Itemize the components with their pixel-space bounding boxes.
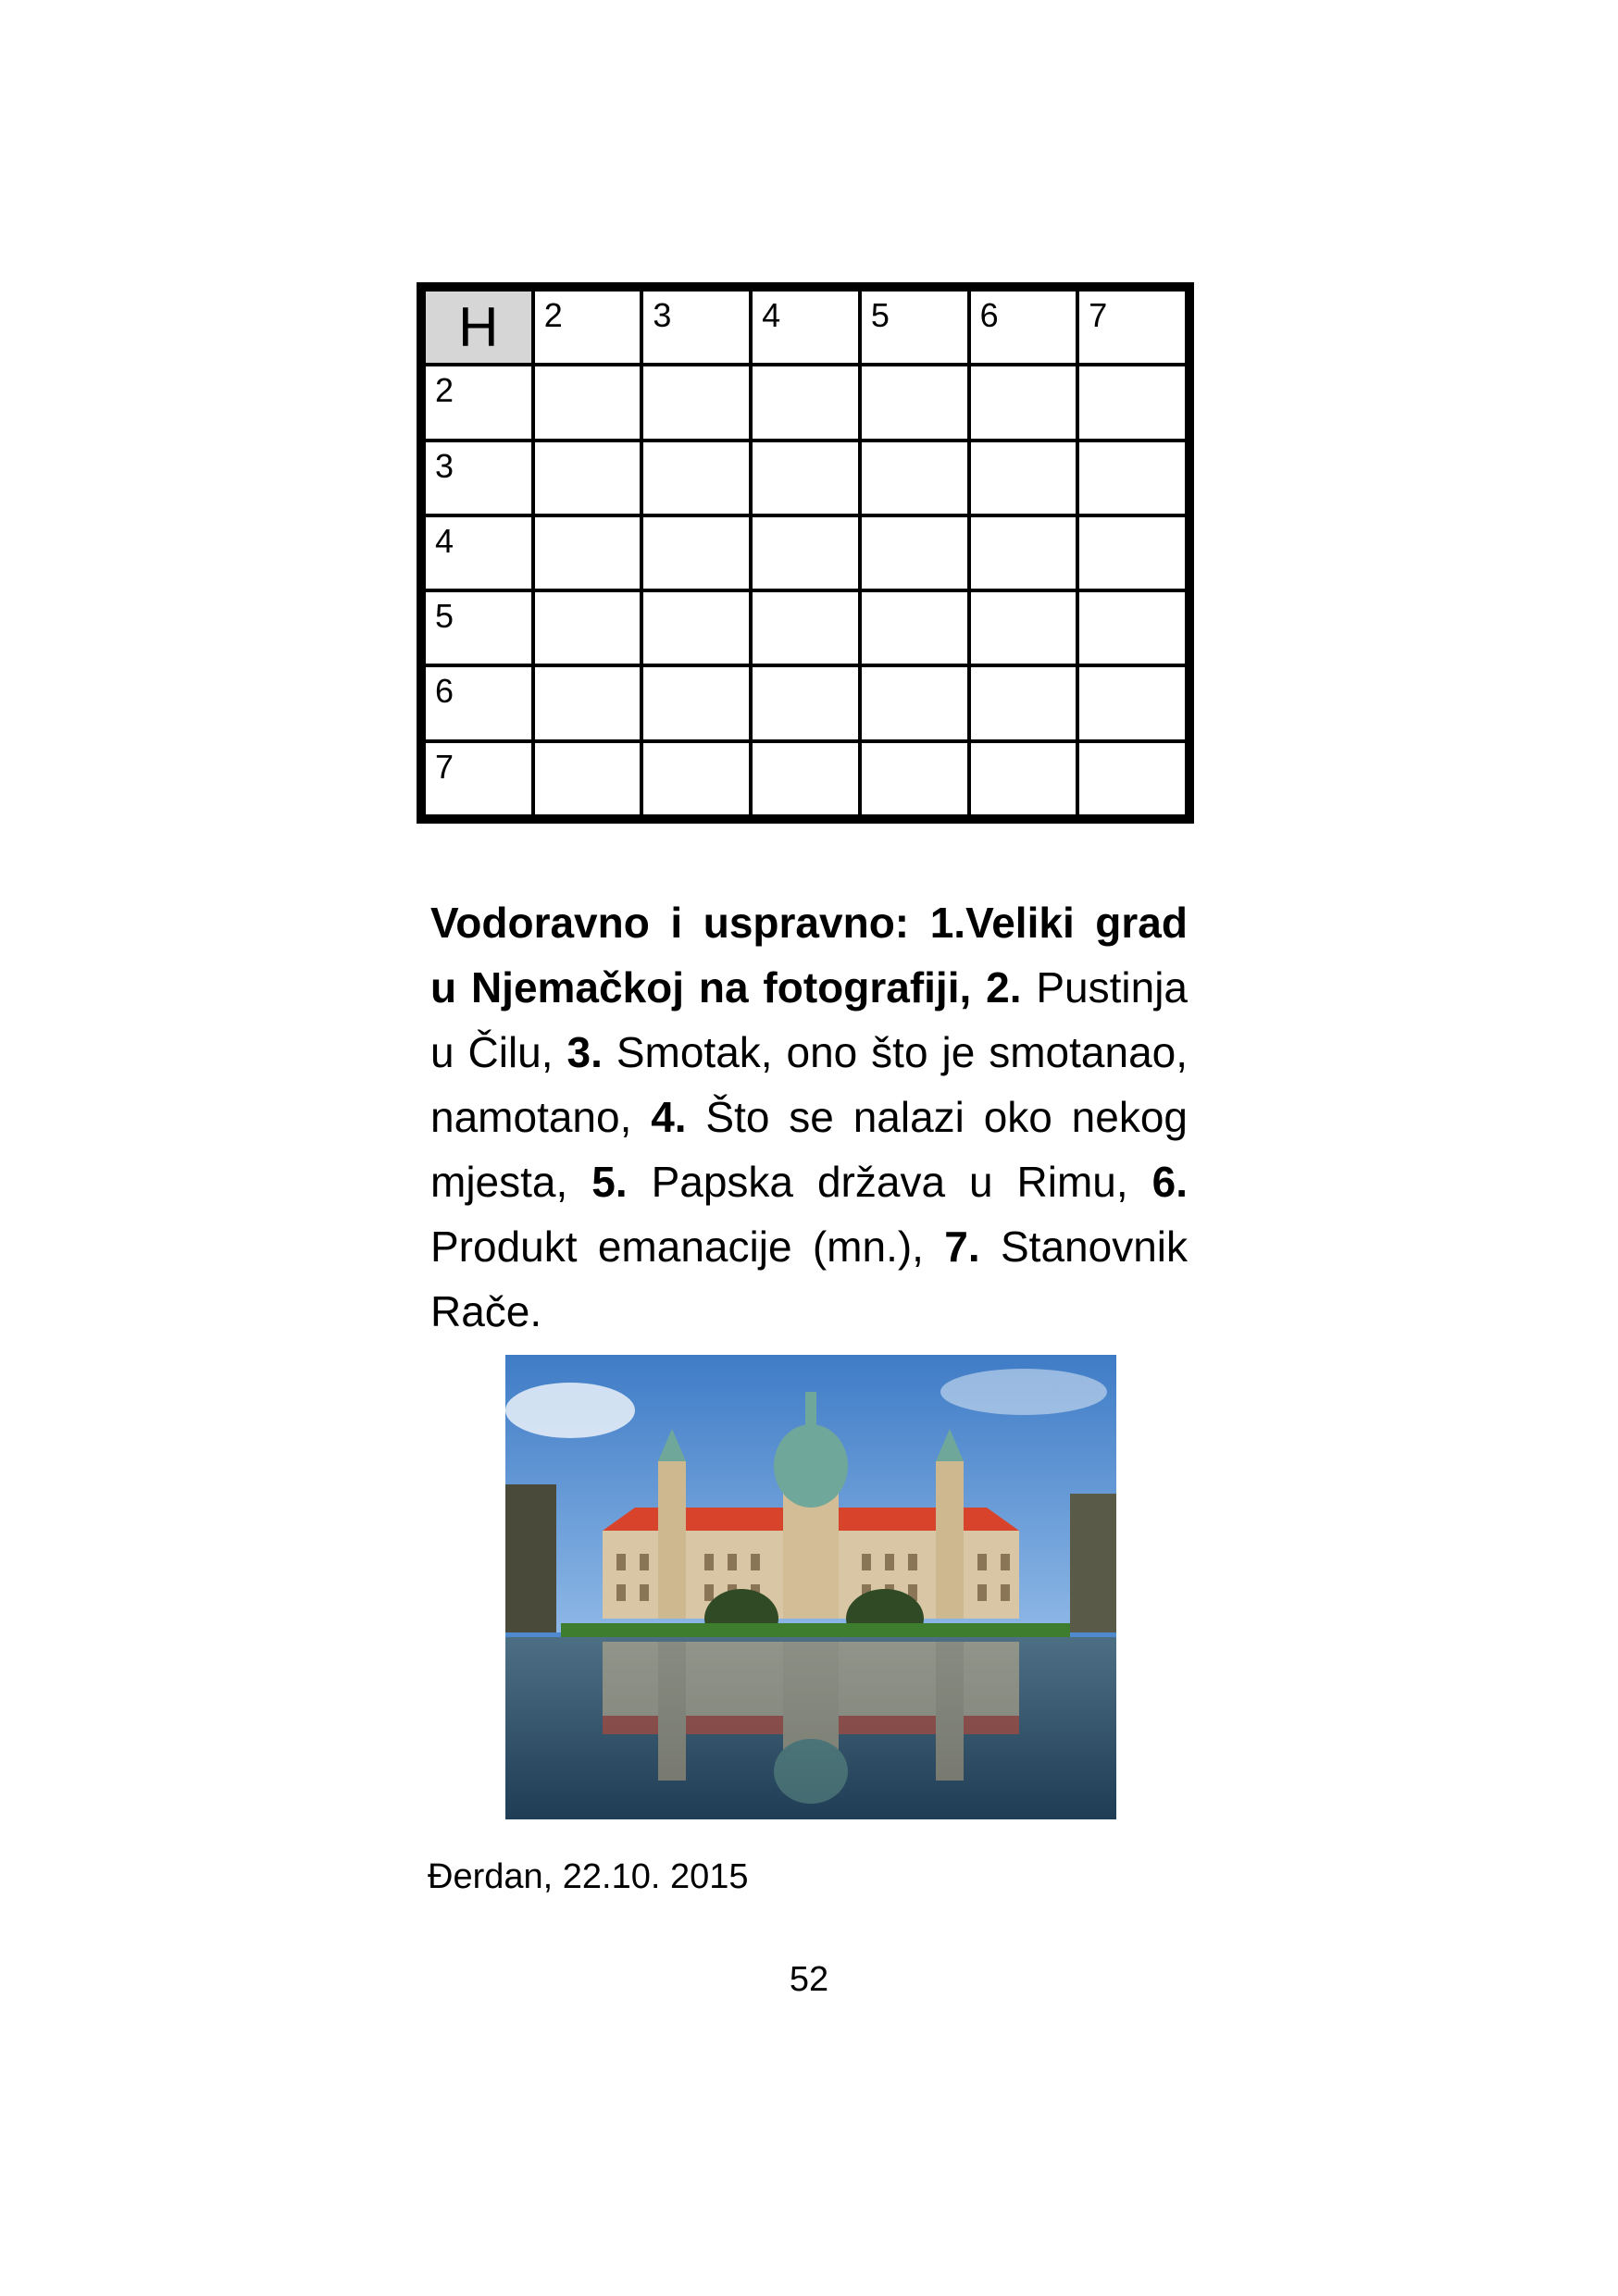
clue-text-3: Smotak, ono što je smotanao, namotano, xyxy=(430,1028,1189,1141)
crossword-cell xyxy=(862,517,967,589)
crossword-cell xyxy=(1079,517,1185,589)
crossword-cell xyxy=(643,592,749,664)
row-number: 5 xyxy=(435,597,454,636)
crossword-cell xyxy=(753,442,858,514)
clue-number-2: 2. xyxy=(986,963,1022,1011)
page-number: 52 xyxy=(789,1960,829,1999)
clue-text-2: Pustinja u Čilu, xyxy=(430,963,1188,1076)
corner-letter-cell: H xyxy=(426,292,531,363)
row-header-cell xyxy=(426,366,531,438)
row-number: 7 xyxy=(435,747,454,786)
clue-text-5: Papska država u Rimu, xyxy=(651,1158,1128,1206)
crossword-cell xyxy=(753,366,858,438)
crossword-cell xyxy=(971,667,1077,738)
crossword-cell xyxy=(971,442,1077,514)
column-number: 3 xyxy=(653,296,672,334)
column-header-cell xyxy=(753,292,858,363)
crossword-cell xyxy=(971,366,1077,438)
clue-text-4: Što se nalazi oko nekog mjesta, xyxy=(430,1093,1189,1206)
row-number: 2 xyxy=(435,371,454,410)
clue-number-5: 5. xyxy=(591,1158,628,1206)
town-hall-illustration xyxy=(505,1355,1116,1819)
crossword-cell xyxy=(753,743,858,814)
crossword-cell xyxy=(862,592,967,664)
clue-text-1: Veliki grad u Njemačkoj na fotografiji, xyxy=(430,899,1188,1011)
crossword-cell xyxy=(643,366,749,438)
crossword-cell xyxy=(753,592,858,664)
row-number: 6 xyxy=(435,672,454,711)
clue-text-6: Produkt emanacije (mn.), xyxy=(430,1222,924,1271)
crossword-cell xyxy=(862,667,967,738)
crossword-cell xyxy=(1079,592,1185,664)
crossword-cell xyxy=(1079,442,1185,514)
crossword-cell xyxy=(862,366,967,438)
clue-number-4: 4. xyxy=(651,1093,687,1141)
row-header-cell xyxy=(426,743,531,814)
crossword-cell xyxy=(535,442,641,514)
clue-number-1: 1. xyxy=(929,899,966,947)
crossword-cell xyxy=(971,517,1077,589)
row-header-cell xyxy=(426,517,531,589)
crossword-cell xyxy=(535,517,641,589)
clue-text-7: Stanovnik Rače. xyxy=(430,1222,1188,1335)
column-number: 6 xyxy=(979,296,999,334)
row-header-cell xyxy=(426,442,531,514)
crossword-cell xyxy=(1079,366,1185,438)
crossword-cell xyxy=(535,592,641,664)
crossword-cell xyxy=(535,743,641,814)
row-number: 3 xyxy=(435,446,454,485)
column-number: 4 xyxy=(762,296,781,334)
crossword-cell xyxy=(862,743,967,814)
crossword-cell xyxy=(753,517,858,589)
crossword-cell xyxy=(753,667,858,738)
column-header-cell xyxy=(643,292,749,363)
crossword-cell xyxy=(643,517,749,589)
crossword-cell xyxy=(971,743,1077,814)
column-header-cell xyxy=(535,292,641,363)
crossword-grid xyxy=(417,282,1194,824)
column-header-cell xyxy=(971,292,1077,363)
signature-line: Đerdan, 22.10. 2015 xyxy=(428,1857,749,1896)
row-header-cell xyxy=(426,667,531,738)
column-header-cell xyxy=(862,292,967,363)
clue-number-7: 7. xyxy=(944,1222,980,1271)
clue-number-6: 6. xyxy=(1151,1158,1189,1206)
column-number: 7 xyxy=(1089,296,1108,334)
crossword-cell xyxy=(971,592,1077,664)
crossword-cell xyxy=(535,366,641,438)
clues-intro: Vodoravno i uspravno: xyxy=(430,899,910,947)
column-number: 2 xyxy=(543,296,563,334)
column-number: 5 xyxy=(870,296,890,334)
crossword-cell xyxy=(643,743,749,814)
row-header-cell xyxy=(426,592,531,664)
clues-paragraph xyxy=(430,890,1188,1344)
row-number: 4 xyxy=(435,521,454,560)
crossword-cell xyxy=(1079,743,1185,814)
clue-number-3: 3. xyxy=(566,1028,603,1076)
crossword-cell xyxy=(535,667,641,738)
crossword-cell xyxy=(862,442,967,514)
town-hall-photo xyxy=(505,1355,1116,1819)
column-header-cell xyxy=(1079,292,1185,363)
crossword-cell xyxy=(643,442,749,514)
crossword-cell xyxy=(1079,667,1185,738)
crossword-cell xyxy=(643,667,749,738)
